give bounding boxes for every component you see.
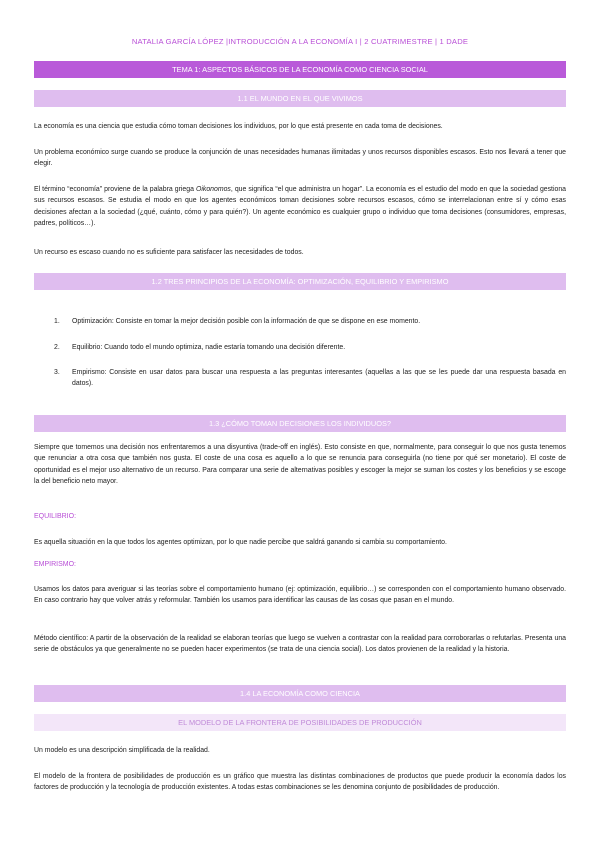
text-run: El término “economía” proviene de la palabra griega [34,186,196,193]
section-banner-1-3 [34,415,566,432]
section-title-1-4: 1.4 LA ECONOMÍA COMO CIENCIA [240,689,360,698]
list-number: 1. [54,318,60,325]
paragraph [34,184,566,229]
subsection-title: EL MODELO DE LA FRONTERA DE POSIBILIDADES DE PRODUCCIÓN [178,718,422,727]
section-title-1-2: 1.2 TRES PRINCIPIOS DE LA ECONOMÍA: OPTIMIZACIÓN, EQUILIBRIO Y EMPIRISMO [151,277,449,286]
section-banner-1-2 [34,273,566,290]
paragraph: Un modelo es una descripción simplificada de la realidad. [34,747,210,754]
paragraph: Usamos los datos para averiguar si las teorías sobre el comportamiento humano (ej: optimización, equilibrio…) se corresponden con el comportamiento humano observado. En caso contrario hay que volver atrás y reformular. También los usamos para identificar las causas de las cosas que pasan en el mundo. [34,586,566,605]
list-item [54,367,566,390]
paragraph: Siempre que tomemos una decisión nos enfrentaremos a una disyuntiva (trade-off en inglés). Esto consiste en que, normalmente, para conseguir lo que nos gusta tenemos que renunciar a otra cosa que también nos gusta. El coste de una cosa es aquello a lo que se renuncia para conseguirla (no tiene por qué ser monetario). El coste de oportunidad es el mejor uso alternativo de un recurso. Para comparar una serie de alternativas posibles y escoger la mejor se suman los costes y los beneficios y se escoge la del beneficio neto mayor. [34,444,566,485]
paragraph: El modelo de la frontera de posibilidades de producción es un gráfico que muestra las distintas combinaciones de productos que puede producir la economía dados los factores de producción y la tecnología de producción existentes. A todas estas combinaciones se les denomina conjunto de posibilidades de producción. [34,773,566,792]
subheading-equilibrio: EQUILIBRIO: [34,513,77,520]
section-banner-1-4 [34,685,566,702]
list-text: Equilibrio: Cuando todo el mundo optimiza, nadie estaría tomando una decisión diferente. [72,344,346,351]
paragraph: La economía es una ciencia que estudia cómo toman decisiones los individuos, por lo que está presente en cada toma de decisiones. [34,123,443,130]
list-text: Optimización: Consiste en tomar la mejor decisión posible con la información de que se dispone en ese momento. [72,318,421,325]
section-banner-1-1 [34,90,566,107]
document-header: NATALIA GARCÍA LÓPEZ |INTRODUCCIÓN A LA ECONOMÍA I | 2 CUATRIMESTRE | 1 DADE [131,37,469,46]
chapter-title: TEMA 1: ASPECTOS BÁSICOS DE LA ECONOMÍA COMO CIENCIA SOCIAL [172,65,428,74]
text-run: , que significa “el que administra un hogar”. La economía es el estudio del modo en que la sociedad gestiona sus recursos escasos. Se estudia el modo en que los agentes económicos toman decisiones sobre recursos escasos, cómo se interrelacionan entre sí y cómo esas decisiones afectan a la sociedad (¿qué, cuánto, cómo y para quién?). Un agente económico es cualquier grupo o individuo que toma decisiones (consumidores, empresas, padres, políticos…). [34,186,567,227]
list-text: Empirismo: Consiste en usar datos para buscar una respuesta a las preguntas interesantes (aquellas a las que se les puede dar una respuesta basada en datos). [72,369,566,388]
list-number: 3. [54,369,60,376]
section-title-1-1: 1.1 EL MUNDO EN EL QUE VIVIMOS [237,94,363,103]
paragraph: Un problema económico surge cuando se produce la conjunción de unas necesidades humanas ilimitadas y unos recursos disponibles escasos. Esto nos llevará a tener que elegir. [34,149,566,168]
list-number: 2. [54,344,60,351]
text-run-italic: Oikonomos [196,186,231,193]
list-item [54,316,566,327]
list-item [54,342,566,353]
chapter-title-banner [34,61,566,78]
paragraph: Es aquella situación en la que todos los agentes optimizan, por lo que nadie percibe que saldrá ganando si cambia su comportamiento. [34,539,447,546]
paragraph: Un recurso es escaso cuando no es suficiente para satisfacer las necesidades de todos. [34,249,304,256]
subsection-banner [34,714,566,731]
subheading-empirismo: EMPIRISMO: [34,561,77,568]
section-title-1-3: 1.3 ¿CÓMO TOMAN DECISIONES LOS INDIVIDUOS? [208,419,392,428]
paragraph: Método científico: A partir de la observación de la realidad se elaboran teorías que luego se vuelven a contrastar con la realidad para corroborarlas o refutarlas. Presenta una serie de obstáculos ya que generalmente no se pueden hacer experimentos (se trata de una ciencia social). Los datos provienen de la realidad y la historia. [34,635,566,654]
